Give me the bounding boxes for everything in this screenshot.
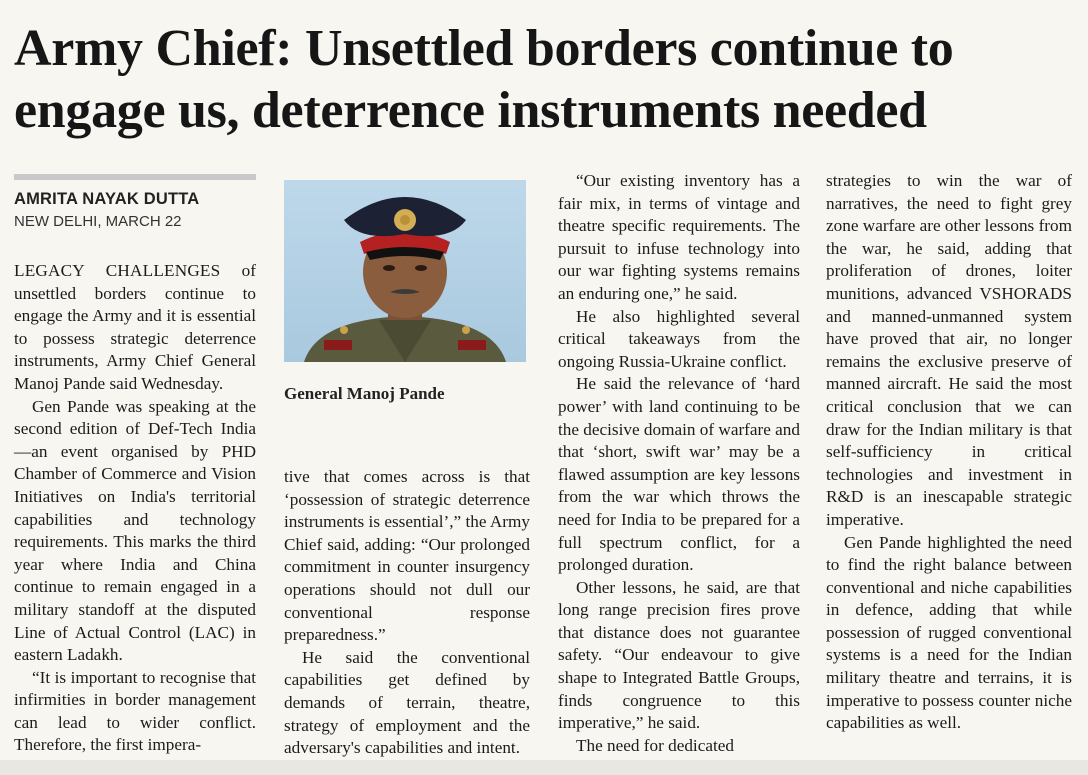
paragraph: “Our existing inventory has a fair mix, in terms of vintage and theatre specific requirements. The pursuit to infuse technology into our war fighting systems remains an enduring one,” he said. <box>558 171 800 303</box>
headline: Army Chief: Unsettled borders continue to engage us, deterrence instruments needed <box>14 20 954 139</box>
article-column-4 <box>826 170 1072 735</box>
paragraph: The need for dedicated <box>576 735 734 755</box>
dateline: NEW DELHI, MARCH 22 <box>14 213 182 230</box>
byline: AMRITA NAYAK DUTTA <box>14 190 200 208</box>
paragraph: strategies to win the war of narratives, the need to fight grey zone warfare are other lessons from the war, he said, adding that proliferation of drones, loiter munitions, advanced VSHORADS and manned-unmanned system have proved that air, no longer remains the exclusive preserve of manned aircraft. He said the most critical conclusion that we can draw for the Indian military is that self-sufficiency in critical technologies and investment in R&D is an inescapable strategic imperative. <box>826 171 1072 529</box>
photo-caption: General Manoj Pande <box>284 384 445 403</box>
portrait-photo <box>284 180 526 362</box>
page-bottom-edge <box>0 760 1088 775</box>
article-column-2 <box>284 466 530 760</box>
paragraph: Other lessons, he said, are that long range precision fires prove that distance does not guarantee safety. “Our endeavour to give shape to Integrated Battle Groups, finds congruence to this imperative,” he said. <box>558 577 800 733</box>
paragraph: He said the conventional capabilities get defined by demands of terrain, theatre, strategy of employment and the adversary's capabilities and intent. <box>284 647 530 758</box>
byline-rule <box>14 174 256 180</box>
article-column-3 <box>558 170 800 757</box>
paragraph <box>14 260 256 396</box>
lead-in: LEGACY CHALLENGES <box>14 261 221 280</box>
paragraph: Gen Pande was speaking at the second edition of Def-Tech India—an event organised by PHD Chamber of Commerce and Vision Initiatives on India's territorial capabilities and technology requirements. This marks the third year where India and China continue to remain engaged in a military standoff at the disputed Line of Actual Control (LAC) in eastern Ladakh. <box>14 396 256 665</box>
article-column-1 <box>14 260 256 757</box>
lead-paragraph-text: of unsettled borders continue to engage the Army and it is essential to possess strategic deterrence instruments, Army Chief General Manoj Pande said Wednesday. <box>14 261 256 393</box>
portrait-illustration <box>284 180 526 362</box>
paragraph: “It is important to recognise that infirmities in border management can lead to wider conflict. Therefore, the first impera- <box>14 667 256 755</box>
paragraph: He said the relevance of ‘hard power’ with land continuing to be the decisive domain of warfare and that ‘short, swift war’ may be a flawed assumption are key lessons from the war which throws the need for India to be prepared for a full spectrum conflict, for a prolonged duration. <box>558 374 800 575</box>
paragraph: He also highlighted several critical takeaways from the ongoing Russia-Ukraine conflict. <box>558 306 800 371</box>
paragraph: tive that comes across is that ‘possession of strategic deterrence instruments is essential’,” the Army Chief said, adding: “Our prolonged commitment in counter insurgency operations should not dull our conventional response preparedness.” <box>284 467 530 645</box>
paragraph: Gen Pande highlighted the need to find the right balance between conventional and niche capabilities in defence, adding that while possession of rugged conventional systems is a need for the Indian military theatre and terrains, it is imperative to possess counter niche capabilities as well. <box>826 532 1072 733</box>
